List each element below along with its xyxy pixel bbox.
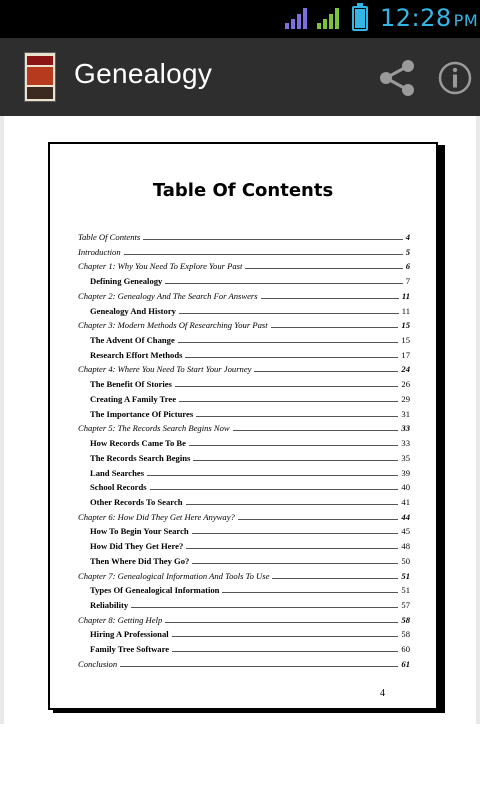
toc-entry: [78, 640, 410, 654]
toc-entry-page: 11: [401, 290, 410, 301]
toc-leader-line: [165, 622, 398, 623]
toc-entry-page: 41: [401, 496, 410, 507]
toc-leader-line: [271, 327, 399, 328]
clock-ampm: PM: [453, 11, 479, 30]
toc-leader-line: [143, 239, 402, 240]
toc-entry-label: The Benefit Of Stories: [90, 379, 172, 390]
toc-entry-page: 39: [401, 467, 410, 478]
page-number: 4: [380, 688, 385, 699]
toc-entry-page: 44: [401, 511, 410, 522]
toc-entry-label: Genealogy And History: [90, 305, 176, 316]
toc-entry: [78, 272, 410, 286]
toc-entry: [78, 405, 410, 419]
toc-leader-line: [178, 342, 399, 343]
info-icon[interactable]: [437, 60, 473, 96]
status-clock: [380, 4, 478, 32]
toc-entry-page: 11: [401, 305, 410, 316]
toc-entry-page: 29: [401, 393, 410, 404]
app-title: Genealogy: [74, 58, 213, 89]
toc-entry-page: 40: [401, 482, 410, 493]
toc-leader-line: [175, 386, 399, 387]
toc-entry: [78, 596, 410, 610]
toc-entry: [78, 508, 410, 522]
toc-entry-page: 31: [401, 408, 410, 419]
battery-icon: [352, 6, 368, 31]
toc-entry-label: Chapter 1: Why You Need To Explore Your Past: [78, 261, 243, 272]
page-viewer[interactable]: [4, 116, 476, 724]
toc-entry: [78, 522, 410, 536]
toc-leader-line: [179, 313, 399, 314]
toc-entry: [78, 375, 410, 389]
toc-entry: [78, 493, 410, 507]
toc-entry-label: Chapter 6: How Did They Get Here Anyway?: [78, 511, 235, 522]
toc-entry: [78, 581, 410, 595]
content-area[interactable]: [0, 116, 480, 724]
toc-entry: [78, 331, 410, 345]
toc-leader-line: [189, 445, 398, 446]
toc-entry-page: 5: [405, 246, 410, 257]
toc-leader-line: [254, 371, 398, 372]
toc-entry-page: 60: [401, 644, 410, 655]
toc-leader-line: [186, 504, 399, 505]
toc-entry-label: Then Where Did They Go?: [90, 555, 190, 566]
toc-entry: [78, 434, 410, 448]
toc-entry-label: The Importance Of Pictures: [90, 408, 194, 419]
toc-entry-page: 35: [401, 452, 410, 463]
toc-entry: [78, 478, 410, 492]
toc-leader-line: [222, 592, 398, 593]
toc-leader-line: [196, 416, 398, 417]
toc-leader-line: [120, 666, 398, 667]
toc-entry: [78, 257, 410, 271]
toc-entry-page: 61: [401, 658, 410, 669]
toc-entry-label: Hiring A Professional: [90, 629, 169, 640]
toc-entry-label: The Records Search Begins: [90, 452, 191, 463]
toc-entry-page: 57: [401, 600, 410, 610]
toc-entry: [78, 419, 410, 433]
toc-entry-page: 7: [405, 276, 410, 287]
toc-leader-line: [150, 489, 399, 490]
toc-leader-line: [131, 607, 398, 608]
action-bar: [0, 38, 480, 116]
toc-entry-label: Introduction: [78, 246, 121, 257]
toc-entry-page: 24: [401, 364, 410, 375]
toc-leader-line: [179, 401, 398, 402]
toc-leader-line: [261, 298, 399, 299]
toc-entry-label: Conclusion: [78, 658, 118, 669]
toc-leader-line: [233, 430, 399, 431]
toc-entry: [78, 537, 410, 551]
toc-leader-line: [272, 578, 398, 579]
toc-entry-label: How Records Came To Be: [90, 438, 186, 449]
toc-entry: [78, 316, 410, 330]
toc-entry: [78, 287, 410, 301]
toc-entry: [78, 449, 410, 463]
toc-entry: [78, 390, 410, 404]
toc-leader-line: [245, 268, 402, 269]
toc-entry-label: School Records: [90, 482, 147, 493]
toc-entry-label: Chapter 4: Where You Need To Start Your Journey: [78, 364, 252, 375]
cell-signal-icon: [317, 7, 343, 29]
toc-entry-label: Types Of Genealogical Information: [90, 585, 220, 596]
toc-leader-line: [172, 636, 399, 637]
toc-entry-label: Defining Genealogy: [90, 276, 163, 287]
clock-time: 12:28: [380, 4, 452, 32]
toc-entry: [78, 346, 410, 360]
book-cover-icon[interactable]: [24, 52, 56, 102]
wifi-signal-icon: [285, 7, 311, 29]
toc-leader-line: [185, 357, 398, 358]
toc-entry-page: 6: [405, 261, 410, 272]
toc-entry-page: 50: [401, 555, 410, 566]
toc-entry-page: 4: [405, 232, 410, 242]
toc-entry-label: Chapter 8: Getting Help: [78, 614, 163, 625]
toc-entry: [78, 567, 410, 581]
toc-entry-label: Chapter 3: Modern Methods Of Researching Your Past: [78, 320, 268, 331]
toc-entry: [78, 655, 410, 669]
toc-leader-line: [147, 475, 398, 476]
toc-leader-line: [186, 548, 398, 549]
toc-entry-label: Land Searches: [90, 467, 145, 478]
toc-leader-line: [172, 651, 398, 652]
share-icon[interactable]: [378, 58, 416, 98]
toc-entry: [78, 302, 410, 316]
toc-leader-line: [192, 533, 399, 534]
toc-entry-page: 33: [401, 423, 410, 434]
toc-entry-page: 51: [401, 585, 410, 596]
toc-entry-page: 17: [401, 349, 410, 360]
toc-leader-line: [193, 460, 398, 461]
toc-entry-label: How Did They Get Here?: [90, 541, 184, 552]
toc-entry-page: 58: [401, 629, 410, 640]
toc-entry-page: 15: [401, 320, 410, 331]
toc-leader-line: [165, 283, 402, 284]
toc-entry-page: 51: [401, 570, 410, 581]
toc-entry-page: 48: [401, 541, 410, 552]
toc-entry-label: Table Of Contents: [78, 232, 141, 242]
status-bar: [0, 0, 480, 38]
toc-entry-page: 26: [401, 379, 410, 390]
toc-leader-line: [238, 519, 399, 520]
toc-entry: [78, 360, 410, 374]
toc-entry-label: Creating A Family Tree: [90, 393, 177, 404]
toc-entry-label: Chapter 2: Genealogy And The Search For Answers: [78, 290, 258, 301]
toc-entry-label: Other Records To Search: [90, 496, 183, 507]
toc-entry: [78, 552, 410, 566]
toc-entry: [78, 611, 410, 625]
toc-entry-label: Family Tree Software: [90, 644, 170, 655]
toc-entry: [78, 243, 410, 257]
toc-entry-page: 15: [401, 335, 410, 346]
toc-entry-page: 45: [401, 526, 410, 537]
toc-entry-label: Research Effort Methods: [90, 349, 183, 360]
toc-entry: [78, 625, 410, 639]
document-page[interactable]: [48, 142, 438, 710]
toc-entry-page: 33: [401, 438, 410, 449]
toc-leader-line: [192, 563, 398, 564]
toc-entry: [78, 464, 410, 478]
toc-heading: Table Of Contents: [152, 180, 334, 201]
toc-leader-line: [124, 254, 403, 255]
toc-entry-label: Reliability: [90, 600, 129, 610]
toc-entry-label: Chapter 5: The Records Search Begins Now: [78, 423, 230, 434]
toc-entry-label: The Advent Of Change: [90, 335, 175, 346]
toc-entry-page: 58: [401, 614, 410, 625]
toc-entry-label: How To Begin Your Search: [90, 526, 189, 537]
toc-entry-label: Chapter 7: Genealogical Information And Tools To Use: [78, 570, 270, 581]
toc-entry: [78, 228, 410, 242]
